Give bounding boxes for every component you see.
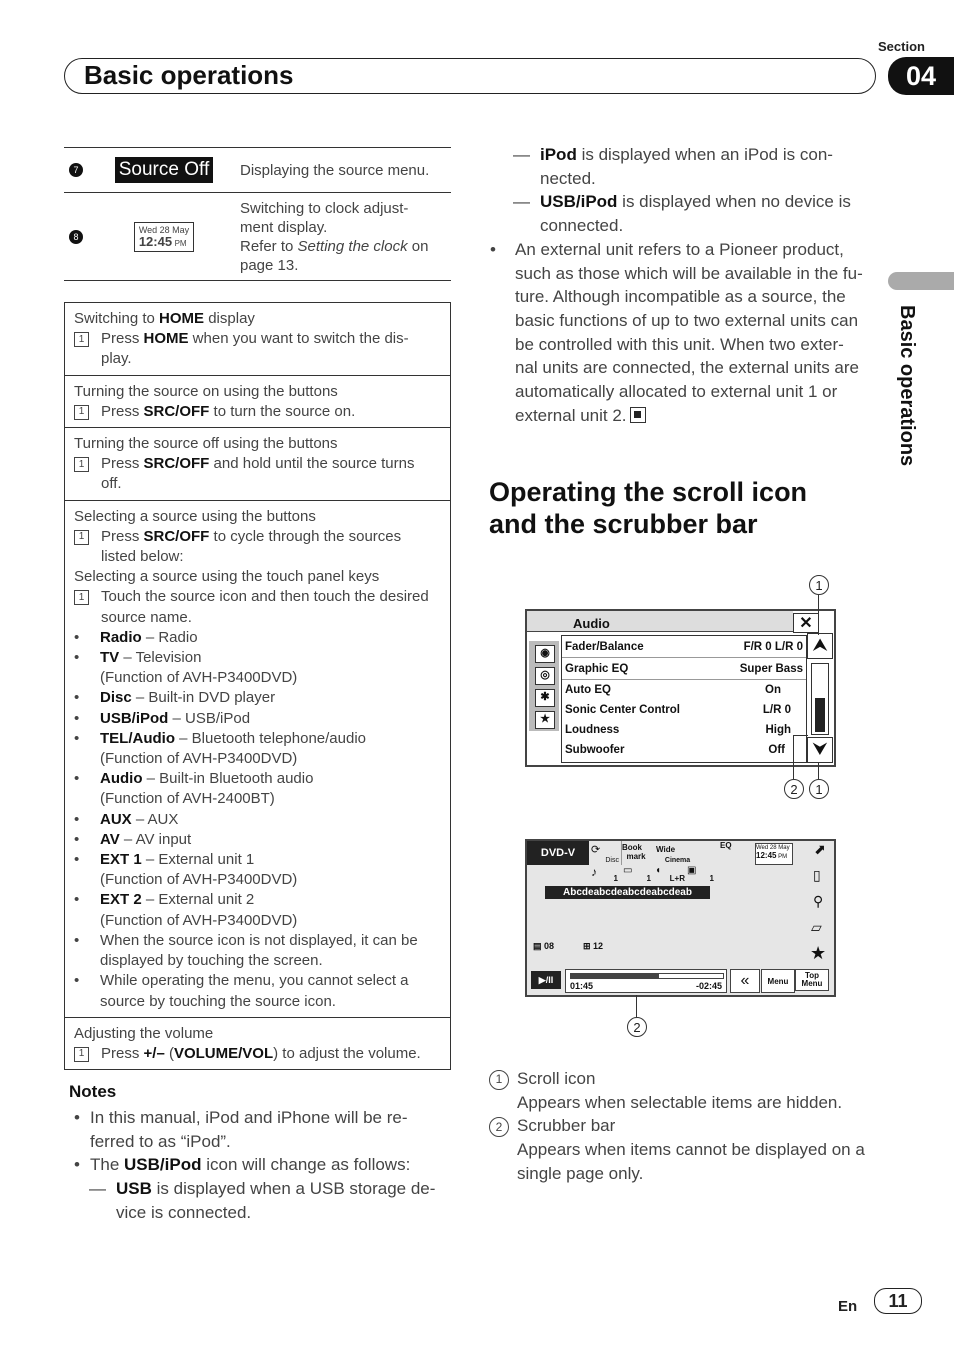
callout-line [818, 595, 819, 635]
list-item: • AUX – AUX [74, 810, 179, 828]
dvd-playback-screen [525, 839, 836, 997]
proc-source-on: Turning the source on using the buttons 1 Press SRC/OFF to turn the source on. [65, 375, 450, 427]
list-item: • EXT 2 – External unit 2 (Function of AVH-P3400DVD) [74, 891, 298, 929]
clock-key[interactable]: Wed 28 May 12:45 PM [755, 843, 793, 865]
desc-line: Switching to clock adjust- [240, 199, 409, 217]
side-tab-label: Basic operations [896, 305, 918, 467]
track-title: Abcdeabcdeabcdeabcdeab [545, 886, 710, 899]
proc-source-off: Turning the source off using the buttons 1 Press SRC/OFF and hold until the source turns off. [65, 427, 450, 500]
list-item: • TV – Television (Function of AVH-P3400DVD) [74, 649, 298, 687]
table-row [64, 147, 451, 192]
list-item: 1 Scroll icon Appears when selectable items are hidden. [489, 1067, 889, 1114]
scrubber-bar[interactable] [565, 969, 727, 993]
legend [489, 1067, 889, 1186]
side-tab-marker [888, 272, 954, 290]
procedure-box [64, 302, 451, 1070]
right-column-text [490, 143, 882, 427]
star-icon[interactable]: ★ [535, 711, 555, 729]
folder-icon[interactable]: ▱ [811, 919, 822, 935]
list-item[interactable]: Fader/Balance F/R 0 L/R 0 [562, 636, 806, 658]
scroll-up-icon[interactable]: ⮝ [807, 633, 833, 659]
list-item: • EXT 1 – External unit 1 (Function of AVH-P3400DVD) [74, 851, 298, 889]
desc-text: on [407, 237, 429, 255]
phone-icon[interactable]: ▯ [813, 867, 821, 883]
list-item: — iPod is displayed when an iPod is con- nected. [513, 145, 833, 188]
proc-home: Switching to HOME display 1 Press HOME when you want to switch the dis- play. [74, 310, 409, 368]
callout-2: 2 [784, 779, 804, 799]
clock-key [134, 222, 194, 252]
rewind-icon[interactable]: « [730, 969, 760, 993]
clock-time: 12:45 [138, 233, 173, 249]
list-item: • The USB/iPod icon will change as follows: [74, 1155, 411, 1175]
list-item: • Disc – Built-in DVD player [74, 689, 276, 707]
proc-select-source: Selecting a source using the buttons 1 Press SRC/OFF to cycle through the sources listed below: Selecting a source using the touch panel keys 1 Touch the source icon and then touch the desired source name. • Radio – Radio • TV – Television (Function of AVH-P3400DVD) • Disc – Built-in DVD player • USB/iPod – USB/iPod • TEL/Audio – Bluetooth telephone/audio (Function of AVH-P3400DVD) • Audio – Built-in Bluetooth audio (Function of AVH-2400BT) • AUX – AUX • AV – AV input • EXT 1 – External unit 1 (Function of AVH-P3400DVD) • EXT 2 – External unit 2 (Function of AVH-P3400DVD) • When the source icon is not displayed, it can be displayed by touching the screen. • While operating the menu, you cannot select a source by touching the source icon. [65, 500, 450, 1017]
eq-key[interactable]: EQ [720, 841, 732, 850]
page-number: 11 [874, 1288, 922, 1314]
map-pin-icon[interactable]: ⚲ [813, 893, 824, 909]
key-table [64, 147, 451, 281]
section-number: 04 [888, 57, 954, 95]
end-mark-icon [630, 407, 646, 423]
list-item: • Radio – Radio [74, 628, 198, 646]
list-item[interactable]: Graphic EQ Super Bass [562, 658, 806, 680]
item-number: 7 [69, 163, 83, 177]
settings-icon[interactable]: ✱ [535, 689, 555, 707]
callout-line [818, 762, 819, 779]
audio-lang-icon[interactable]: ♪ 1 [591, 865, 618, 883]
callout-1: 1 [809, 779, 829, 799]
scroll-down-icon[interactable]: ⮟ [807, 737, 833, 763]
notes-list [64, 1106, 444, 1225]
menu-button[interactable]: Menu [761, 969, 795, 993]
callout-2: 2 [627, 1017, 647, 1037]
section-label: Section [878, 39, 925, 54]
page-title: Basic operations [84, 60, 294, 90]
scrubber-progress [571, 974, 659, 978]
proc-volume: Adjusting the volume 1 Press +/– (VOLUME/VOL) to adjust the volume. [65, 1017, 450, 1069]
subtitle-icon[interactable]: ▭ 1 [623, 865, 651, 883]
section-heading: Operating the scroll icon and the scrubber bar [489, 477, 808, 539]
remaining-time: -02:45 [695, 981, 722, 991]
speaker-icon[interactable]: ◖ L+R [655, 865, 685, 883]
language-label: En [838, 1298, 858, 1315]
star-icon[interactable]: ★ [810, 943, 827, 963]
list-item: • When the source icon is not displayed, it can be displayed by touching the screen. [74, 931, 418, 970]
callout-line [793, 735, 794, 779]
callout-1: 1 [809, 575, 829, 595]
source-off-key: Source Off [115, 157, 213, 183]
list-item: • Audio – Built-in Bluetooth audio (Function of AVH-2400BT) [74, 770, 314, 808]
desc-line: ment display. [240, 218, 328, 236]
scroll-track[interactable] [811, 663, 829, 735]
angle-icon[interactable]: ▣ 1 [687, 865, 714, 883]
list-item: • TEL/Audio – Bluetooth telephone/audio (Function of AVH-P3400DVD) [74, 729, 366, 768]
list-item: • An external unit refers to a Pioneer product, such as those which will be available in the fu- ture. Although incompatible as a source, the basic functions of up to two external units can be controlled with this unit. When two exter- nal units are connected, the external units are automatically allocated to external unit 1 or external unit 2. [490, 239, 863, 425]
list-item: — USB/iPod is displayed when no device is connected. [513, 192, 851, 236]
screen-title: Audio [573, 616, 610, 631]
list-item: — USB is displayed when a USB storage de- vice is connected. [89, 1179, 436, 1222]
callout-line [793, 735, 808, 736]
list-item[interactable]: Loudness High [565, 724, 791, 736]
screen-title-bar [527, 611, 793, 632]
settings-list [561, 635, 807, 763]
disc-icon[interactable]: ◉ [535, 645, 555, 663]
list-item: • While operating the menu, you cannot select a source by touching the source icon. [74, 972, 409, 1010]
list-item: • USB/iPod – USB/iPod [74, 709, 251, 727]
desc-text: Refer to [240, 237, 298, 255]
elapsed-time: 01:45 [570, 981, 594, 991]
audio-menu-screen [525, 609, 836, 767]
scrubber-track[interactable] [570, 973, 724, 979]
list-item[interactable]: Sonic Center Control L/R 0 [565, 704, 791, 716]
notes-heading: Notes [69, 1082, 117, 1101]
source-logo[interactable]: DVD-V [527, 841, 589, 865]
close-icon[interactable]: ✕ [793, 613, 819, 633]
desc-line: page 13. [240, 256, 299, 274]
table-row [64, 192, 451, 281]
audio-icon[interactable]: ◎ [535, 667, 555, 685]
callout-line [636, 995, 637, 1017]
list-item: • AV – AV input [74, 830, 192, 848]
list-item[interactable]: Auto EQ On [565, 684, 781, 696]
top-menu-button[interactable]: Top Menu [795, 969, 829, 991]
key-description: Displaying the source menu. [240, 161, 430, 179]
list-item: • In this manual, iPod and iPhone will be re- ferred to as “iPod”. [74, 1108, 408, 1151]
title-number: ⊞ 12 [583, 941, 604, 951]
desc-ref: Setting the clock [297, 237, 408, 255]
clock-pm: PM [174, 238, 187, 248]
chapter-number: ▤ 08 [533, 941, 555, 951]
scroll-thumb[interactable] [815, 698, 825, 732]
play-pause-button[interactable]: ▶/II [531, 971, 561, 989]
bookmark-key[interactable]: Book mark [622, 843, 646, 861]
expand-icon[interactable]: ⬈ [814, 841, 826, 857]
list-item[interactable]: Subwoofer Off [565, 744, 785, 756]
key-description [240, 195, 451, 279]
list-item: 2 Scrubber bar Appears when items cannot be displayed on a single page only. [489, 1114, 889, 1185]
disc-key[interactable]: ⟳ Disc [589, 841, 622, 865]
clock-date: Wed 28 May [138, 224, 190, 235]
item-number: 8 [69, 230, 83, 244]
wide-key[interactable]: Wide Cinema [656, 845, 691, 864]
